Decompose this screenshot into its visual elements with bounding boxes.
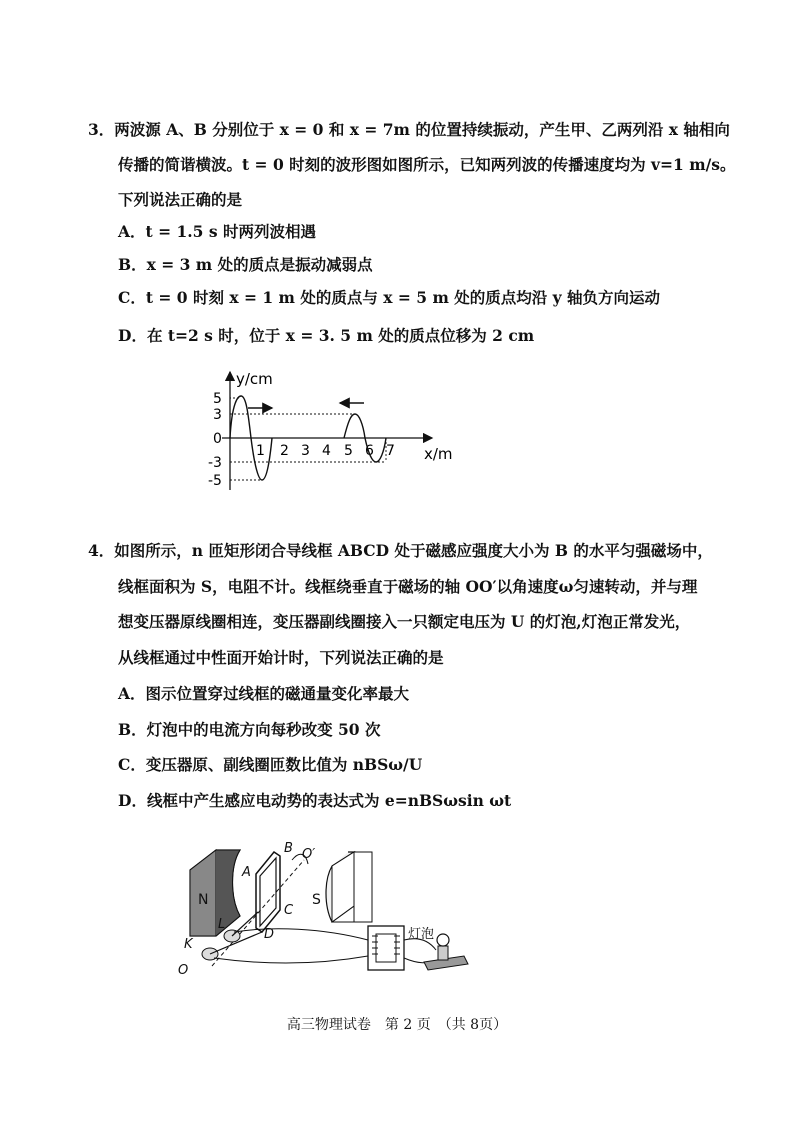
q3-option-d: D．在 t=2 s 时，位于 x = 3. 5 m 处的质点位移为 2 cm: [118, 326, 535, 345]
y-tick-5: 5: [213, 391, 222, 407]
x-tick-5: 5: [344, 443, 353, 459]
label-k: K: [184, 937, 193, 952]
label-c: C: [284, 903, 294, 918]
q3-option-b: B．x = 3 m 处的质点是振动减弱点: [118, 255, 373, 274]
q4-option-c: C．变压器原、副线圈匝数比值为 nBSω/U: [118, 755, 423, 774]
page-footer: 高三物理试卷 第 2 页 （共 8页）: [286, 1017, 508, 1033]
y-tick-neg5: -5: [208, 473, 222, 489]
label-a: A: [242, 865, 251, 880]
y-axis-label: y/cm: [236, 370, 273, 388]
pole-n-label: N: [198, 892, 209, 908]
label-o-prime: O′: [302, 847, 316, 862]
lamp-bulb-icon: [437, 934, 449, 946]
x-axis-label: x/m: [424, 445, 453, 463]
pole-s-label: S: [312, 892, 321, 908]
q4-option-a: A．图示位置穿过线框的磁通量变化率最大: [118, 684, 410, 703]
label-d: D: [264, 927, 275, 942]
q3-option-a: A．t = 1.5 s 时两列波相遇: [118, 222, 316, 241]
q4-option-b: B．灯泡中的电流方向每秒改变 50 次: [118, 720, 381, 739]
q4-line-1: [88, 541, 713, 561]
lamp-label: 灯泡: [408, 927, 435, 942]
q3-stem-3: 下列说法正确的是: [118, 190, 243, 209]
q3-option-c: C．t = 0 时刻 x = 1 m 处的质点与 x = 5 m 处的质点均沿 y 轴负方向运动: [118, 288, 661, 307]
label-b: B: [284, 841, 293, 856]
q4-stem-1: 如图所示，n 匝矩形闭合导线框 ABCD 处于磁感应强度大小为 B 的水平匀强磁场中，: [114, 541, 713, 560]
x-tick-3: 3: [301, 443, 310, 459]
label-l: L: [218, 917, 226, 932]
q4-stem-4: 从线框通过中性面开始计时，下列说法正确的是: [118, 648, 444, 667]
q3-stem-2: 传播的简谐横波。t = 0 时刻的波形图如图所示，已知两列波的传播速度均为 v=1 m/s。: [118, 155, 736, 174]
q4-option-d: D．线框中产生感应电动势的表达式为 e=nBSωsin ωt: [118, 791, 512, 810]
x-tick-6: 6: [365, 443, 374, 459]
x-tick-2: 2: [280, 443, 289, 459]
q3-number: 3．: [88, 120, 115, 139]
label-o: O: [178, 963, 189, 978]
y-tick-3: 3: [213, 407, 222, 423]
q3-stem-1: 两波源 A、B 分别位于 x = 0 和 x = 7m 的位置持续振动，产生甲、乙两列沿 x 轴相向: [114, 120, 730, 139]
generator-figure: [172, 836, 482, 984]
wave-figure: [200, 362, 470, 497]
x-tick-7: 7: [386, 443, 395, 459]
y-tick-0: 0: [213, 431, 222, 447]
q4-stem-3: 想变压器原线圈相连，变压器副线圈接入一只额定电压为 U 的灯泡,灯泡正常发光，: [118, 612, 691, 631]
q3-line-1: [88, 120, 730, 140]
y-tick-neg3: -3: [208, 455, 222, 471]
x-tick-4: 4: [322, 443, 331, 459]
q4-number: 4．: [88, 541, 115, 560]
x-tick-1: 1: [256, 443, 265, 459]
q4-stem-2: 线框面积为 S，电阻不计。线框绕垂直于磁场的轴 OO′以角速度ω匀速转动，并与理: [118, 577, 698, 596]
